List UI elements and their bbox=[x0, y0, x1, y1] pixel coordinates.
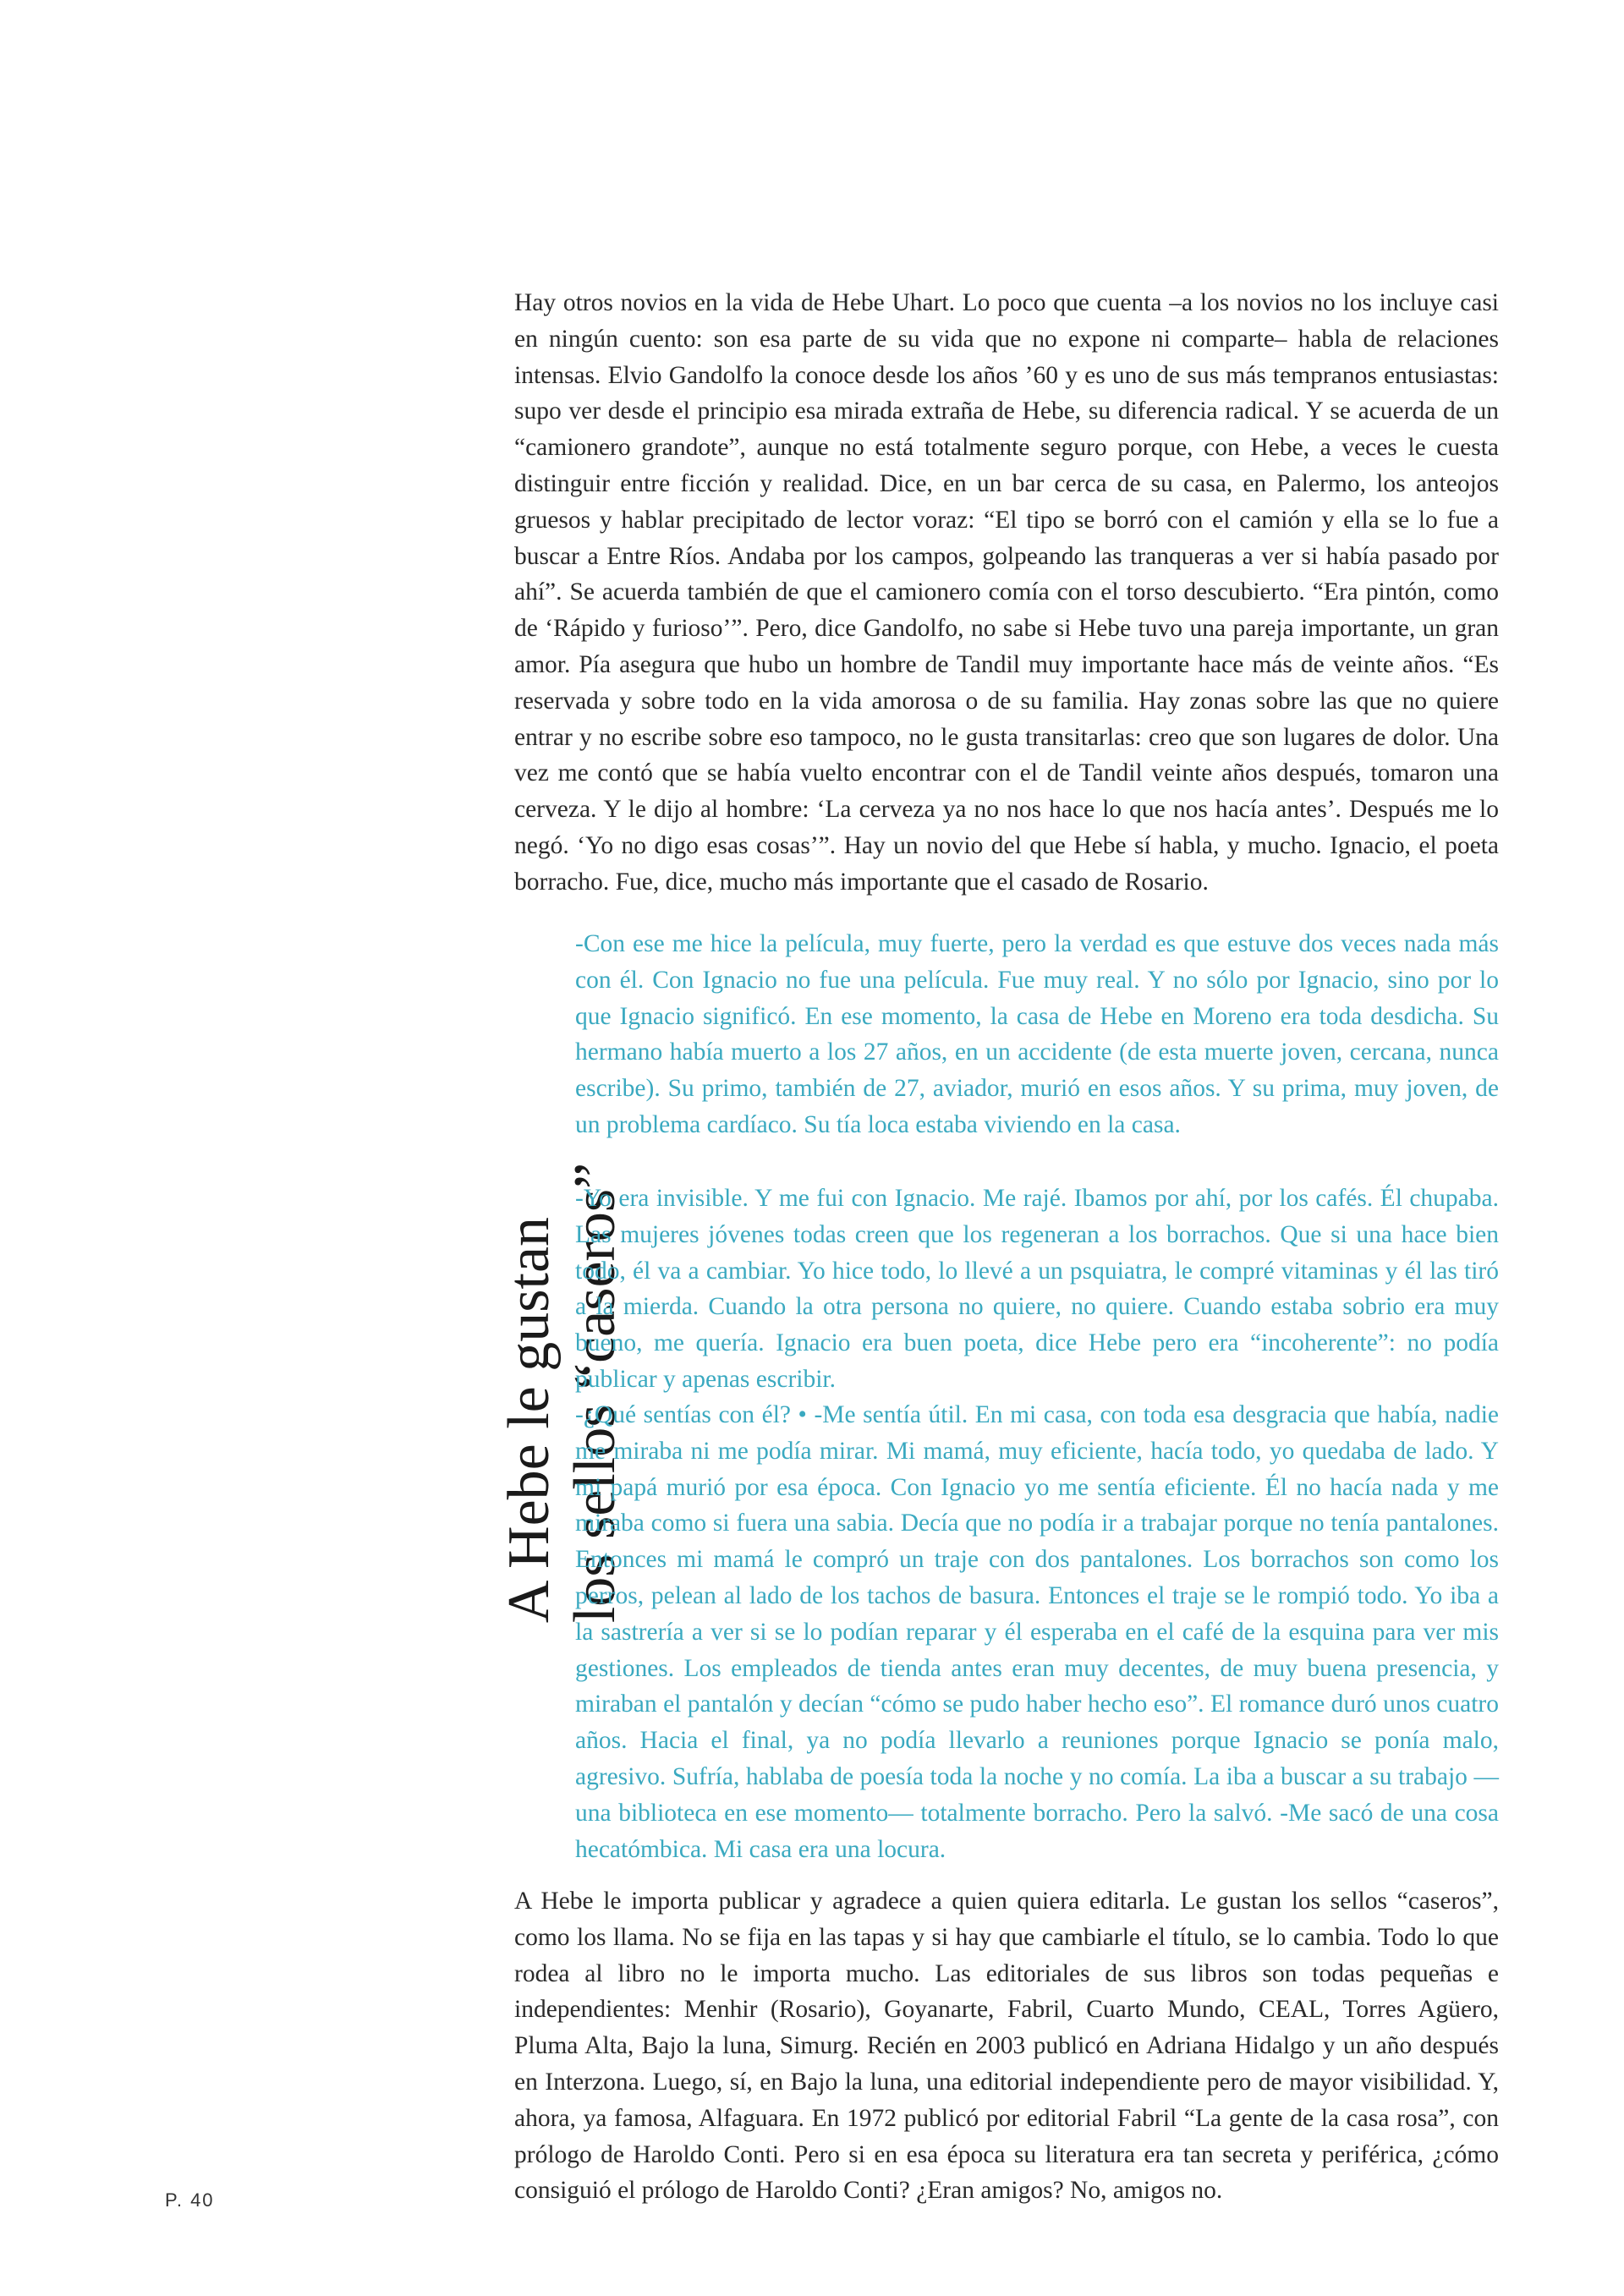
interview-quote-3: -¿Qué sentías con él? • -Me sentía útil. En mi casa, con toda esa desgracia que había, nadie me miraba ni me podía mirar. Mi mamá, muy eficiente, hacía todo, yo quedaba de lado. Y mi papá murió por esa época. Con Ignacio yo me sentía eficiente. Él no hacía nada y me miraba como si fuera una sabia. Decía que no podía ir a trabajar porque no tenía pantalones. Entonces mi mamá le compró un traje con dos pantalones. Los borrachos son como los perros, pelean al lado de los tachos de basura. Entonces el traje se le rompió todo. Yo iba a la sastrería a ver si se lo podían reparar y él esperaba en el café de la esquina para ver mis gestiones. Los empleados de tienda antes eran muy decentes, de muy buena presencia, y miraban el pantalón y decían “cómo se pudo haber hecho eso”. El romance duró unos cuatro años. Hacia el final, ya no podía llevarlo a reuniones porque Ignacio se ponía malo, agresivo. Sufría, hablaba de poesía toda la noche y no comía. La iba a buscar a su trabajo —una biblioteca en ese momento— totalmente borracho. Pero la salvó. -Me sacó de una cosa hecatómbica. Mi casa era una locura. bbox=[575, 1401, 1499, 1863]
body-paragraph-1: Hay otros novios en la vida de Hebe Uhart. Lo poco que cuenta –a los novios no los incluye casi en ningún cuento: son esa parte de su vida que no expone ni comparte– habla de relaciones intensas. Elvio Gandolfo la conoce desde los años ’60 y es uno de sus más tempranos entusiastas: supo ver desde el principio esa mirada extraña de Hebe, su diferencia radical. Y se acuerda de un “camionero grandote”, aunque no está totalmente seguro porque, con Hebe, a veces le cuesta distinguir entre ficción y realidad. Dice, en un bar cerca de su casa, en Palermo, los anteojos gruesos y hablar precipitado de lector voraz: “El tipo se borró con el camión y ella se lo fue a buscar a Entre Ríos. Andaba por los campos, golpeando las tranqueras a ver si había pasado por ahí”. Se acuerda también de que el camionero comía con el torso descubierto. “Era pintón, como de ‘Rápido y furioso’”. Pero, dice Gandolfo, no sabe si Hebe tuvo una pareja importante, un gran amor. Pía asegura que hubo un hombre de Tandil muy importante hace más de veinte años. “Es reservada y sobre todo en la vida amorosa o de su familia. Hay zonas sobre las que no quiere entrar y no escribe sobre eso tampoco, no le gusta transitarlas: creo que son lugares de dolor. Una vez me contó que se había vuelto encontrar con el de Tandil veinte años después, tomaron una cerveza. Y le dijo al hombre: ‘La cerveza ya no nos hace lo que nos hacía antes’. Después me lo negó. ‘Yo no digo esas cosas’”. Hay un novio del que Hebe sí habla, y mucho. Ignacio, el poeta borracho. Fue, dice, mucho más importante que el casado de Rosario. bbox=[514, 289, 1499, 896]
body-paragraph-2: A Hebe le importa publicar y agradece a quien quiera editarla. Le gustan los sellos “caseros”, como los llama. No se fija en las tapas y si hay que cambiarle el título, se lo cambia. Todo lo que rodea al libro no le importa mucho. Las editoriales de sus libros son todas pequeñas e independientes: Menhir (Rosario), Goyanarte, Fabril, Cuarto Mundo, CEAL, Torres Agüero, Pluma Alta, Bajo la luna, Simurg. Recién en 2003 publicó en Adriana Hidalgo y un año después en Interzona. Luego, sí, en Bajo la luna, una editorial independiente pero de mayor visibilidad. Y, ahora, ya famosa, Alfaguara. En 1972 publicó por editorial Fabril “La gente de la casa rosa”, con prólogo de Haroldo Conti. Pero si en esa época su literatura era tan secreta y periférica, ¿cómo consiguió el prólogo de Haroldo Conti? ¿Eran amigos? No, amigos no. bbox=[514, 1888, 1499, 2205]
pull-quote-line-1: A Hebe le gustan bbox=[497, 1216, 562, 1624]
pull-quote-line-2: los sellos “caseros” bbox=[562, 1162, 628, 1624]
interview-quote-1: -Con ese me hice la película, muy fuerte, pero la verdad es que estuve dos veces nada más con él. Con Ignacio no fue una película. Fue muy real. Y no sólo por Ignacio, sino por lo que Ignacio significó. En ese momento, la casa de Hebe en Moreno era toda desdicha. Su hermano había muerto a los 27 años, en un accidente (de esta muerte joven, cercana, nunca escribe). Su primo, también de 27, aviador, murió en esos años. Y su prima, muy joven, de un problema cardíaco. Su tía loca estaba viviendo en la casa. bbox=[575, 930, 1499, 1138]
page-number: P. 40 bbox=[165, 2189, 215, 2211]
interview-quote-2: -Yo era invisible. Y me fui con Ignacio. Me rajé. Ibamos por ahí, por los cafés. Él chupaba. Las mujeres jóvenes todas creen que los regeneran a los borrachos. Que si una hace bien todo, él va a cambiar. Yo hice todo, lo llevé a un psquiatra, le compré vitaminas y él las tiró a la mierda. Cuando la otra persona no quiere, no quiere. Cuando estaba sobrio era muy bueno, me quería. Ignacio era buen poeta, dice Hebe pero era “incoherente”: no podía publicar y apenas escribir. bbox=[575, 1185, 1499, 1393]
